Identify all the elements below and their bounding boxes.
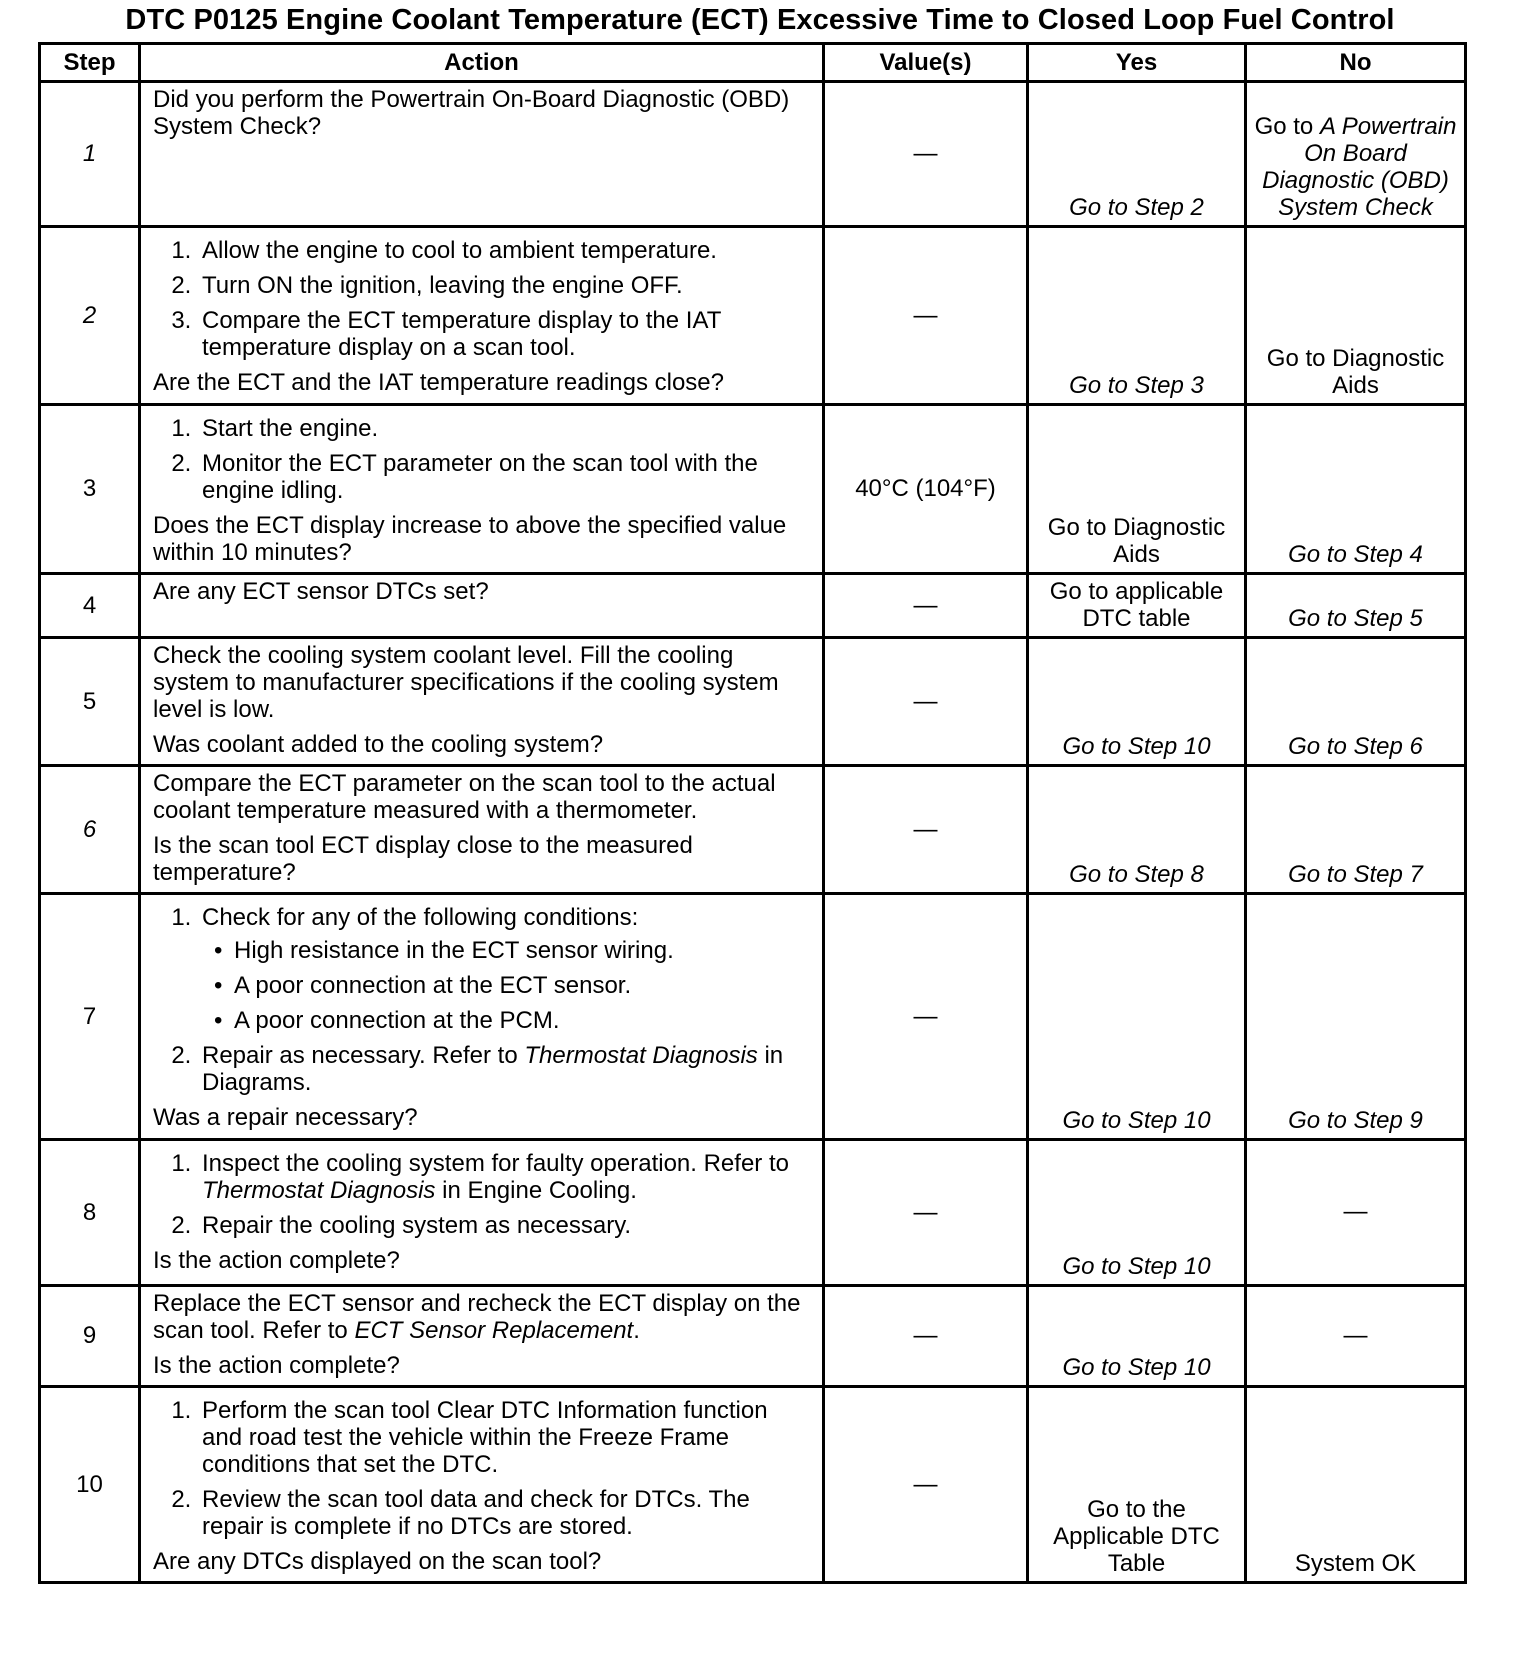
action-cell — [140, 82, 824, 227]
step-number: 3 — [40, 405, 140, 574]
value-cell: — — [824, 894, 1028, 1140]
no-link[interactable]: Go to Step 6 — [1246, 638, 1466, 766]
table-row — [40, 227, 1466, 405]
no-link[interactable]: Go to Step 4 — [1246, 405, 1466, 574]
yes-link[interactable]: Go to applicable DTC table — [1028, 574, 1246, 638]
header-action: Action — [140, 44, 824, 82]
list-item-text: Inspect the cooling system for faulty operation. Refer to — [202, 1150, 789, 1177]
table-row — [40, 1140, 1466, 1286]
no-link[interactable] — [1246, 82, 1466, 227]
list-item-text: Check for any of the following conditions: — [202, 904, 639, 931]
list-item-text: Repair as necessary. Refer to — [202, 1042, 525, 1069]
value-cell: — — [824, 1387, 1028, 1583]
no-value: System OK — [1246, 1387, 1466, 1583]
action-list — [153, 237, 812, 361]
table-row — [40, 638, 1466, 766]
list-item: 2. Review the scan tool data and check for DTCs. The repair is complete if no DTCs are stored. — [198, 1486, 812, 1540]
no-link[interactable]: Go to Step 7 — [1246, 766, 1466, 894]
condition-list — [202, 937, 812, 1034]
header-values: Value(s) — [824, 44, 1028, 82]
reference-link[interactable]: Thermostat Diagnosis — [202, 1177, 436, 1204]
question-text: Is the action complete? — [153, 1352, 400, 1379]
action-cell — [140, 227, 824, 405]
list-item — [198, 1150, 812, 1204]
yes-link[interactable]: Go to Diagnostic Aids — [1028, 405, 1246, 574]
table-row — [40, 766, 1466, 894]
no-link-title: A Powertrain On Board Diagnostic (OBD) System Check — [1262, 113, 1457, 221]
value-cell: — — [824, 82, 1028, 227]
action-list — [153, 1397, 812, 1540]
table-header-row — [40, 44, 1466, 82]
bullet-item: • A poor connection at the PCM. — [202, 1007, 812, 1034]
list-item: 3. Compare the ECT temperature display to the IAT temperature display on a scan tool. — [198, 307, 812, 361]
instruction-text: Check the cooling system coolant level. Fill the cooling system to manufacturer specifications if the cooling system level is low. — [153, 642, 779, 723]
instruction-text — [153, 1290, 812, 1344]
step-number: 6 — [40, 766, 140, 894]
yes-link[interactable]: Go to Step 2 — [1028, 82, 1246, 227]
table-row — [40, 1387, 1466, 1583]
step-number: 2 — [40, 227, 140, 405]
value-cell: — — [824, 1286, 1028, 1387]
step-number: 7 — [40, 894, 140, 1140]
yes-link[interactable]: Go to Step 10 — [1028, 894, 1246, 1140]
bullet-item: • A poor connection at the ECT sensor. — [202, 972, 812, 999]
no-link[interactable]: Go to Diagnostic Aids — [1246, 227, 1466, 405]
action-cell — [140, 574, 824, 638]
step-number: 1 — [40, 82, 140, 227]
action-cell — [140, 894, 824, 1140]
table-row — [40, 1286, 1466, 1387]
header-no: No — [1246, 44, 1466, 82]
value-cell: — — [824, 227, 1028, 405]
action-cell — [140, 1387, 824, 1583]
list-item-text: in Diagrams. — [202, 1042, 784, 1096]
instruction-part: . — [633, 1317, 640, 1344]
value-cell: — — [824, 1140, 1028, 1286]
diagnostic-table — [38, 42, 1467, 1584]
table-row — [40, 82, 1466, 227]
action-cell — [140, 638, 824, 766]
instruction-part: Replace the ECT sensor and recheck the ECT display on the scan tool. Refer to — [153, 1290, 801, 1344]
instruction-text: Compare the ECT parameter on the scan tool to the actual coolant temperature measured with a thermometer. — [153, 770, 776, 824]
yes-link[interactable]: Go to Step 10 — [1028, 1286, 1246, 1387]
list-item: 1. Allow the engine to cool to ambient temperature. — [198, 237, 812, 264]
action-cell — [140, 1286, 824, 1387]
list-item: 2. Turn ON the ignition, leaving the engine OFF. — [198, 272, 812, 299]
yes-link[interactable]: Go to the Applicable DTC Table — [1028, 1387, 1246, 1583]
question-text: Are any DTCs displayed on the scan tool? — [153, 1548, 602, 1575]
value-cell: 40°C (104°F) — [824, 405, 1028, 574]
action-cell — [140, 766, 824, 894]
bullet-item: • High resistance in the ECT sensor wiring. — [202, 937, 812, 964]
step-number: 10 — [40, 1387, 140, 1583]
action-cell — [140, 405, 824, 574]
action-list — [153, 415, 812, 504]
question-text: Was coolant added to the cooling system? — [153, 731, 604, 758]
question-text: Did you perform the Powertrain On-Board Diagnostic (OBD) System Check? — [153, 86, 790, 140]
reference-link[interactable]: Thermostat Diagnosis — [524, 1042, 758, 1069]
action-list — [153, 1150, 812, 1239]
yes-link[interactable]: Go to Step 10 — [1028, 1140, 1246, 1286]
action-cell — [140, 1140, 824, 1286]
list-item: 2. Repair the cooling system as necessary. — [198, 1212, 812, 1239]
step-number: 4 — [40, 574, 140, 638]
table-row — [40, 405, 1466, 574]
step-number: 9 — [40, 1286, 140, 1387]
list-item: 1. Perform the scan tool Clear DTC Information function and road test the vehicle within the Freeze Frame conditions that set the DTC. — [198, 1397, 812, 1478]
no-link[interactable]: Go to Step 9 — [1246, 894, 1466, 1140]
step-number: 8 — [40, 1140, 140, 1286]
question-text: Does the ECT display increase to above the specified value within 10 minutes? — [153, 512, 787, 566]
page-title: DTC P0125 Engine Coolant Temperature (ECT) Excessive Time to Closed Loop Fuel Control — [125, 4, 1395, 36]
no-link[interactable]: Go to Step 5 — [1246, 574, 1466, 638]
question-text: Are any ECT sensor DTCs set? — [153, 578, 489, 605]
action-list — [153, 904, 812, 1096]
no-value: — — [1246, 1286, 1466, 1387]
yes-link[interactable]: Go to Step 8 — [1028, 766, 1246, 894]
yes-link[interactable]: Go to Step 3 — [1028, 227, 1246, 405]
value-cell: — — [824, 574, 1028, 638]
question-text: Is the scan tool ECT display close to the measured temperature? — [153, 832, 693, 886]
step-number: 5 — [40, 638, 140, 766]
question-text: Is the action complete? — [153, 1247, 400, 1274]
list-item — [198, 1042, 812, 1096]
list-item — [198, 904, 812, 1034]
question-text: Are the ECT and the IAT temperature readings close? — [153, 369, 724, 396]
question-text: Was a repair necessary? — [153, 1104, 418, 1131]
table-row — [40, 574, 1466, 638]
list-item: 2. Monitor the ECT parameter on the scan tool with the engine idling. — [198, 450, 812, 504]
value-cell: — — [824, 638, 1028, 766]
yes-link[interactable]: Go to Step 10 — [1028, 638, 1246, 766]
no-value: — — [1246, 1140, 1466, 1286]
list-item-text: in Engine Cooling. — [435, 1177, 637, 1204]
header-step: Step — [40, 44, 140, 82]
value-cell: — — [824, 766, 1028, 894]
no-prefix: Go to — [1254, 113, 1320, 140]
header-yes: Yes — [1028, 44, 1246, 82]
table-row — [40, 894, 1466, 1140]
list-item: 1. Start the engine. — [198, 415, 812, 442]
reference-link[interactable]: ECT Sensor Replacement — [354, 1317, 634, 1344]
